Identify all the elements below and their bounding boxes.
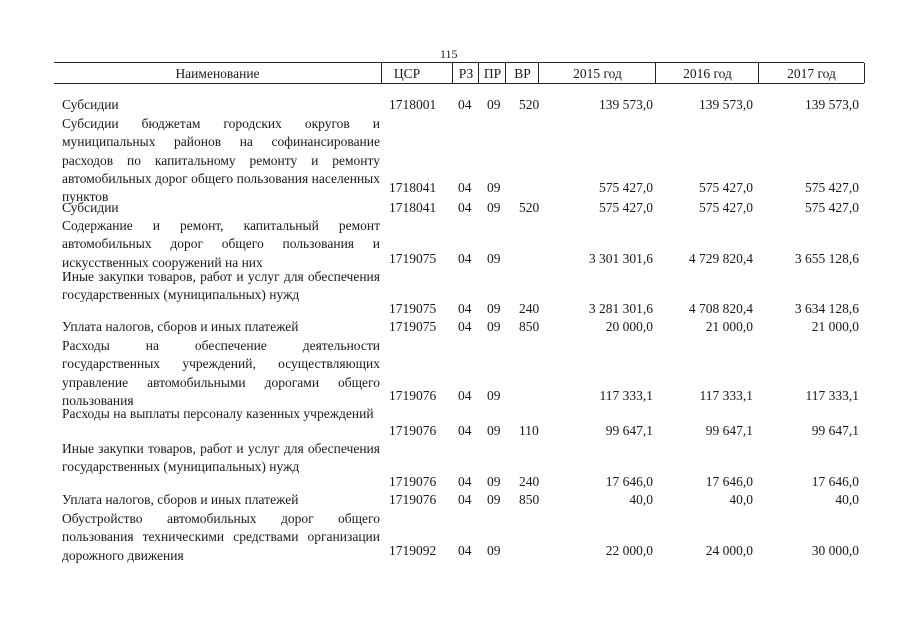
row-name: Содержание и ремонт, капитальный ремонт автомобильных дорог общего пользования и искусственных сооружений на них <box>62 218 380 270</box>
row-2015: 40,0 <box>629 492 653 507</box>
row-2017: 3 655 128,6 <box>794 251 859 266</box>
row-rz: 04 <box>458 543 472 558</box>
row-2017: 3 634 128,6 <box>794 301 859 316</box>
row-2016: 139 573,0 <box>699 97 753 112</box>
row-name: Субсидии <box>62 200 119 215</box>
row-2016: 17 646,0 <box>705 474 753 489</box>
header-2017: 2017 год <box>758 63 865 83</box>
row-name: Уплата налогов, сборов и иных платежей <box>62 492 299 507</box>
row-name: Субсидии бюджетам городских округов и муниципальных районов на софинансирование расходов по капитальному ремонту и ремонту автомобильных дорог общего пользования населенных пунктов <box>62 116 380 205</box>
row-2017: 575 427,0 <box>805 180 859 195</box>
row-values <box>0 491 905 509</box>
row-2016: 21 000,0 <box>705 319 753 334</box>
row-csr: 1719075 <box>389 319 437 334</box>
row-vr: 110 <box>519 423 539 438</box>
row-csr: 1719076 <box>389 388 437 403</box>
row-2015: 3 301 301,6 <box>588 251 653 266</box>
row-2017: 40,0 <box>835 492 859 507</box>
row-values <box>0 422 905 440</box>
row-pr: 09 <box>487 388 501 403</box>
row-csr: 1719075 <box>389 301 437 316</box>
row-pr: 09 <box>487 180 501 195</box>
header-2015: 2015 год <box>538 63 656 83</box>
row-2015: 99 647,1 <box>605 423 653 438</box>
row-2015: 22 000,0 <box>605 543 653 558</box>
row-2015: 139 573,0 <box>599 97 653 112</box>
row-vr: 240 <box>519 301 540 316</box>
row-vr: 850 <box>519 319 540 334</box>
row-vr: 520 <box>519 97 540 112</box>
row-2016: 99 647,1 <box>705 423 753 438</box>
row-values <box>0 96 905 114</box>
header-rz: РЗ <box>452 63 479 83</box>
row-2015: 575 427,0 <box>599 200 653 215</box>
row-name: Иные закупки товаров, работ и услуг для обеспечения государственных (муниципальных) нужд <box>62 441 380 475</box>
row-csr: 1719092 <box>389 543 437 558</box>
row-values <box>0 179 905 197</box>
row-2015: 117 333,1 <box>599 388 653 403</box>
row-rz: 04 <box>458 474 472 489</box>
row-rz: 04 <box>458 388 472 403</box>
row-rz: 04 <box>458 180 472 195</box>
row-2016: 117 333,1 <box>699 388 753 403</box>
header-csr: ЦСР <box>381 63 432 83</box>
row-rz: 04 <box>458 251 472 266</box>
row-name: Субсидии <box>62 97 119 112</box>
row-2017: 17 646,0 <box>811 474 859 489</box>
row-rz: 04 <box>458 492 472 507</box>
row-2017: 99 647,1 <box>811 423 859 438</box>
row-2016: 24 000,0 <box>705 543 753 558</box>
row-2016: 575 427,0 <box>699 200 753 215</box>
row-vr: 850 <box>519 492 540 507</box>
row-2015: 20 000,0 <box>605 319 653 334</box>
row-pr: 09 <box>487 423 501 438</box>
row-pr: 09 <box>487 474 501 489</box>
row-2016: 4 708 820,4 <box>688 301 753 316</box>
row-values <box>0 250 905 268</box>
row-2017: 117 333,1 <box>805 388 859 403</box>
row-csr: 1719076 <box>389 474 437 489</box>
row-2016: 575 427,0 <box>699 180 753 195</box>
row-2017: 21 000,0 <box>811 319 859 334</box>
row-values <box>0 318 905 336</box>
row-csr: 1718041 <box>389 180 437 195</box>
row-2017: 139 573,0 <box>805 97 859 112</box>
row-values <box>0 300 905 318</box>
row-pr: 09 <box>487 251 501 266</box>
row-csr: 1718041 <box>389 200 437 215</box>
row-rz: 04 <box>458 200 472 215</box>
header-name: Наименование <box>175 66 260 81</box>
row-name: Иные закупки товаров, работ и услуг для обеспечения государственных (муниципальных) нужд <box>62 269 380 303</box>
header-vr: ВР <box>505 63 539 83</box>
row-pr: 09 <box>487 319 501 334</box>
row-vr: 240 <box>519 474 540 489</box>
row-pr: 09 <box>487 97 501 112</box>
row-pr: 09 <box>487 301 501 316</box>
row-name: Уплата налогов, сборов и иных платежей <box>62 319 299 334</box>
page-number: 115 <box>440 47 458 61</box>
row-2016: 4 729 820,4 <box>688 251 753 266</box>
row-rz: 04 <box>458 319 472 334</box>
row-2015: 575 427,0 <box>599 180 653 195</box>
row-pr: 09 <box>487 543 501 558</box>
row-name: Расходы на обеспечение деятельности государственных учреждений, осуществляющих управление автомобильными дорогами общего пользования <box>62 338 380 408</box>
row-name: Обустройство автомобильных дорог общего пользования техническими средствами организации дорожного движения <box>62 511 380 563</box>
row-csr: 1719076 <box>389 423 437 438</box>
row-2017: 30 000,0 <box>811 543 859 558</box>
row-2015: 3 281 301,6 <box>588 301 653 316</box>
row-rz: 04 <box>458 423 472 438</box>
row-csr: 1718001 <box>389 97 437 112</box>
row-values <box>0 542 905 560</box>
row-csr: 1719076 <box>389 492 437 507</box>
row-vr: 520 <box>519 200 540 215</box>
row-2015: 17 646,0 <box>605 474 653 489</box>
row-2016: 40,0 <box>729 492 753 507</box>
row-csr: 1719075 <box>389 251 437 266</box>
row-values <box>0 387 905 405</box>
row-rz: 04 <box>458 97 472 112</box>
row-values <box>0 199 905 217</box>
header-pr: ПР <box>478 63 506 83</box>
row-values <box>0 473 905 491</box>
header-2016: 2016 год <box>655 63 759 83</box>
row-name: Расходы на выплаты персоналу казенных учреждений <box>62 406 374 421</box>
row-rz: 04 <box>458 301 472 316</box>
row-2017: 575 427,0 <box>805 200 859 215</box>
row-pr: 09 <box>487 200 501 215</box>
row-pr: 09 <box>487 492 501 507</box>
